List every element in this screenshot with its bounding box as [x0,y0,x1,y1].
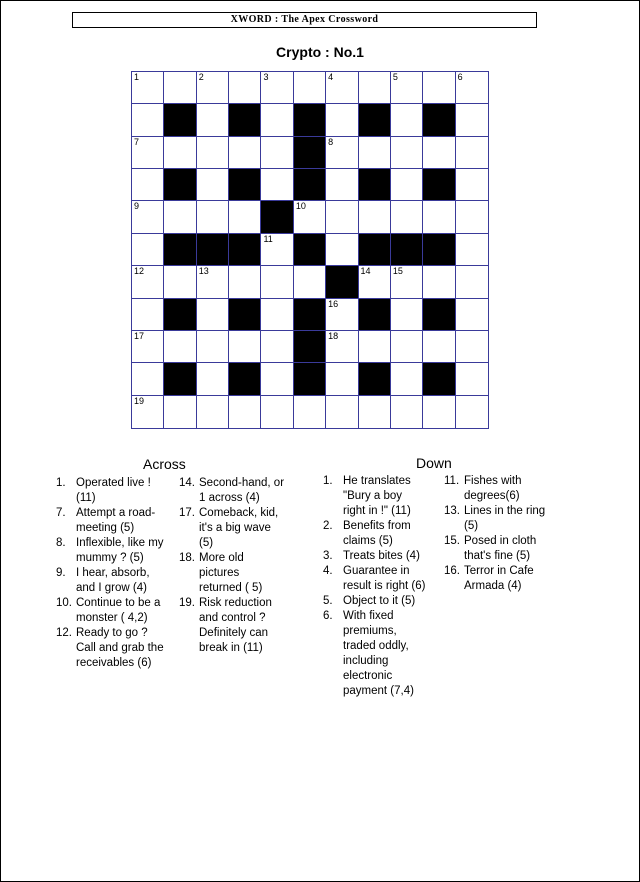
grid-cell[interactable] [456,299,488,331]
grid-cell[interactable] [326,169,358,201]
clue-item-text: Lines in the ring (5) [464,505,546,532]
clue-item-text: I hear, absorb, and I grow (4) [76,567,150,594]
grid-cell[interactable] [456,331,488,363]
clue-item-text: Ready to go ? Call and grab the receivables (6) [76,627,164,669]
grid-cell-black [423,104,455,136]
grid-cell-black [423,299,455,331]
grid-cell[interactable] [456,363,488,395]
clue-item-text: Benefits from claims (5) [343,520,411,547]
clue-item-number: 11. [444,475,460,487]
grid-cell[interactable] [197,396,229,428]
clue-item [179,476,285,506]
down-heading: Down [416,455,452,471]
grid-cell[interactable] [132,234,164,266]
grid-cell[interactable] [359,137,391,169]
grid-cell[interactable] [261,104,293,136]
grid-cell-black [294,331,326,363]
grid-cell-black [229,104,261,136]
grid-cell-black [294,234,326,266]
clue-item-number: 7. [56,507,66,519]
grid-cell[interactable] [229,137,261,169]
grid-cell[interactable] [229,201,261,233]
grid-cell[interactable] [164,331,196,363]
grid-cell[interactable] [197,299,229,331]
clue-item-text: Posed in cloth that's fine (5) [464,535,537,562]
clue-item-text: With fixed premiums, traded oddly, including electronic payment (7,4) [343,610,414,697]
grid-cell[interactable] [132,72,164,104]
grid-cell[interactable] [261,137,293,169]
clue-item-number: 5. [323,595,333,607]
grid-cell[interactable] [326,299,358,331]
grid-cell[interactable] [132,137,164,169]
clue-item-number: 13. [444,505,460,517]
grid-cell[interactable] [132,104,164,136]
clue-item [323,549,427,564]
clue-item-text: Terror in Cafe Armada (4) [464,565,534,592]
clue-item-number: 9. [56,567,66,579]
grid-cell[interactable] [423,331,455,363]
grid-cell[interactable] [423,396,455,428]
grid-cell[interactable] [391,169,423,201]
grid-cell[interactable] [261,331,293,363]
clue-item-text: Second-hand, or 1 across (4) [199,477,285,504]
grid-cell[interactable] [261,266,293,298]
grid-cell[interactable] [359,331,391,363]
across-clues-column-1 [56,476,164,671]
grid-cell[interactable] [326,201,358,233]
across-clues-column-2 [179,476,285,656]
clue-item-number: 17. [179,507,195,519]
grid-cell[interactable] [197,169,229,201]
clue-item-text: Fishes with degrees(6) [464,475,522,502]
clue-item-text: Attempt a road-meeting (5) [76,507,156,534]
clue-item [444,504,548,534]
grid-cell-black [294,104,326,136]
grid-cell[interactable] [456,266,488,298]
page-header: XWORD : The Apex Crossword [72,12,537,28]
grid-cell-black [229,234,261,266]
grid-cell-black [423,169,455,201]
clue-number: 9 [134,201,140,212]
grid-cell[interactable] [391,104,423,136]
grid-cell[interactable] [164,72,196,104]
grid-cell-black [359,234,391,266]
clue-number: 6 [457,72,463,82]
grid-cell[interactable] [261,234,293,266]
clue-item [444,534,548,564]
grid-cell[interactable] [132,363,164,395]
grid-cell[interactable] [132,169,164,201]
grid-cell[interactable] [197,266,229,298]
clue-item-number: 10. [56,597,72,609]
grid-cell[interactable] [197,363,229,395]
clue-number: 3 [263,72,269,82]
crossword-grid [131,71,489,429]
grid-cell[interactable] [359,201,391,233]
clue-number: 7 [134,136,140,147]
clue-item-number: 16. [444,565,460,577]
grid-cell[interactable] [423,72,455,104]
grid-cell-black [359,104,391,136]
grid-cell-black [423,363,455,395]
grid-cell[interactable] [132,396,164,428]
grid-cell[interactable] [326,104,358,136]
clue-item-number: 6. [323,610,333,622]
clue-item-text: Guarantee in result is right (6) [343,565,426,592]
clue-item-number: 3. [323,550,333,562]
clue-item-text: Risk reduction and control ? Definitely can break in (11) [199,597,272,654]
grid-cell[interactable] [456,201,488,233]
puzzle-title: Crypto : No.1 [276,44,364,60]
grid-cell[interactable] [197,72,229,104]
clue-item [179,596,285,656]
clue-number: 1 [134,72,140,82]
clue-item-number: 4. [323,565,333,577]
grid-cell[interactable] [164,266,196,298]
clue-item-number: 18. [179,552,195,564]
clue-number: 8 [328,136,334,147]
grid-cell[interactable] [391,266,423,298]
clue-item [56,476,164,506]
grid-cell[interactable] [456,104,488,136]
clue-item [56,596,164,626]
clue-item-number: 1. [323,475,333,487]
grid-cell[interactable] [456,137,488,169]
grid-cell[interactable] [261,363,293,395]
grid-cell[interactable] [326,396,358,428]
clue-item [323,609,427,699]
clue-item-text: Continue to be a monster ( 4,2) [76,597,161,624]
clue-item-text: He translates "Bury a boy right in !" (11) [343,475,411,517]
grid-cell-black [294,137,326,169]
grid-cell-black [229,299,261,331]
grid-cell[interactable] [326,137,358,169]
clue-item-number: 19. [179,597,195,609]
grid-cell-black [164,234,196,266]
grid-cell[interactable] [261,169,293,201]
clue-item [56,506,164,536]
grid-cell[interactable] [229,331,261,363]
grid-cell[interactable] [164,137,196,169]
clue-item-text: Treats bites (4) [343,550,420,562]
grid-cell-black [359,299,391,331]
clue-item [179,551,285,596]
clue-number: 5 [392,72,398,82]
grid-cell-black [391,234,423,266]
grid-cell[interactable] [423,266,455,298]
grid-cell[interactable] [197,331,229,363]
clue-item [56,536,164,566]
clue-item-number: 8. [56,537,66,549]
clue-item [444,474,548,504]
grid-cell[interactable] [456,396,488,428]
grid-cell-black [229,169,261,201]
clue-item [56,566,164,596]
grid-cell[interactable] [423,201,455,233]
down-clues-column-2 [444,474,548,594]
grid-cell[interactable] [326,331,358,363]
grid-cell[interactable] [294,396,326,428]
grid-cell[interactable] [294,266,326,298]
clue-item-number: 2. [323,520,333,532]
grid-cell-black [164,363,196,395]
grid-cell[interactable] [391,299,423,331]
grid-cell[interactable] [164,201,196,233]
grid-cell[interactable] [391,331,423,363]
grid-cell-black [294,299,326,331]
grid-cell-black [359,363,391,395]
grid-cell-black [164,299,196,331]
clue-number: 16 [328,298,339,309]
clue-item [179,506,285,551]
grid-cell[interactable] [359,266,391,298]
grid-cell[interactable] [456,234,488,266]
grid-cell[interactable] [391,72,423,104]
clue-number: 13 [198,266,209,277]
clue-item [56,626,164,671]
grid-cell[interactable] [294,201,326,233]
clue-item-text: Comeback, kid, it's a big wave (5) [199,507,279,549]
grid-cell[interactable] [229,396,261,428]
grid-cell-black [261,201,293,233]
clue-number: 18 [328,330,339,341]
grid-cell[interactable] [391,396,423,428]
clue-number: 4 [328,72,334,82]
grid-cell-black [326,266,358,298]
grid-cell[interactable] [456,169,488,201]
clue-item [444,564,548,594]
grid-cell[interactable] [132,299,164,331]
grid-cell[interactable] [456,72,488,104]
grid-cell[interactable] [326,72,358,104]
clue-number: 14 [360,266,371,277]
clue-number: 17 [134,330,145,341]
clue-item-number: 12. [56,627,72,639]
clue-number: 15 [392,266,403,277]
grid-cell-black [197,234,229,266]
grid-cell-black [294,363,326,395]
grid-cell-black [359,169,391,201]
grid-cell[interactable] [391,137,423,169]
grid-cell[interactable] [132,331,164,363]
clue-item [323,594,427,609]
clue-number: 19 [134,395,145,406]
clue-number: 10 [295,201,306,212]
clue-item [323,474,427,519]
clue-item-text: Object to it (5) [343,595,416,607]
clue-number: 2 [198,72,204,82]
grid-cell[interactable] [423,137,455,169]
across-heading: Across [143,456,186,472]
grid-cell-black [164,104,196,136]
grid-cell[interactable] [294,72,326,104]
clue-item-text: More old pictures returned ( 5) [199,552,263,594]
grid-cell[interactable] [326,234,358,266]
grid-cell[interactable] [261,72,293,104]
clue-item [323,564,427,594]
grid-cell[interactable] [391,363,423,395]
grid-cell[interactable] [164,396,196,428]
clue-item-number: 1. [56,477,66,489]
clue-item-number: 15. [444,535,460,547]
grid-cell[interactable] [132,266,164,298]
grid-cell[interactable] [229,266,261,298]
grid-cell[interactable] [132,201,164,233]
grid-cell-black [423,234,455,266]
grid-cell-black [294,169,326,201]
grid-cell-black [229,363,261,395]
grid-cell[interactable] [197,201,229,233]
grid-cell[interactable] [229,72,261,104]
grid-cell[interactable] [359,396,391,428]
grid-cell[interactable] [197,137,229,169]
down-clues-column-1 [323,474,427,699]
clue-item-text: Operated live ! (11) [76,477,151,504]
grid-cell[interactable] [326,363,358,395]
clue-number: 11 [263,233,273,244]
grid-cell[interactable] [359,72,391,104]
grid-cell-black [164,169,196,201]
grid-cell[interactable] [391,201,423,233]
clue-item-number: 14. [179,477,195,489]
grid-cell[interactable] [261,299,293,331]
clue-item [323,519,427,549]
grid-cell[interactable] [197,104,229,136]
clue-number: 12 [134,266,145,277]
grid-cell[interactable] [261,396,293,428]
clue-item-text: Inflexible, like my mummy ? (5) [76,537,164,564]
